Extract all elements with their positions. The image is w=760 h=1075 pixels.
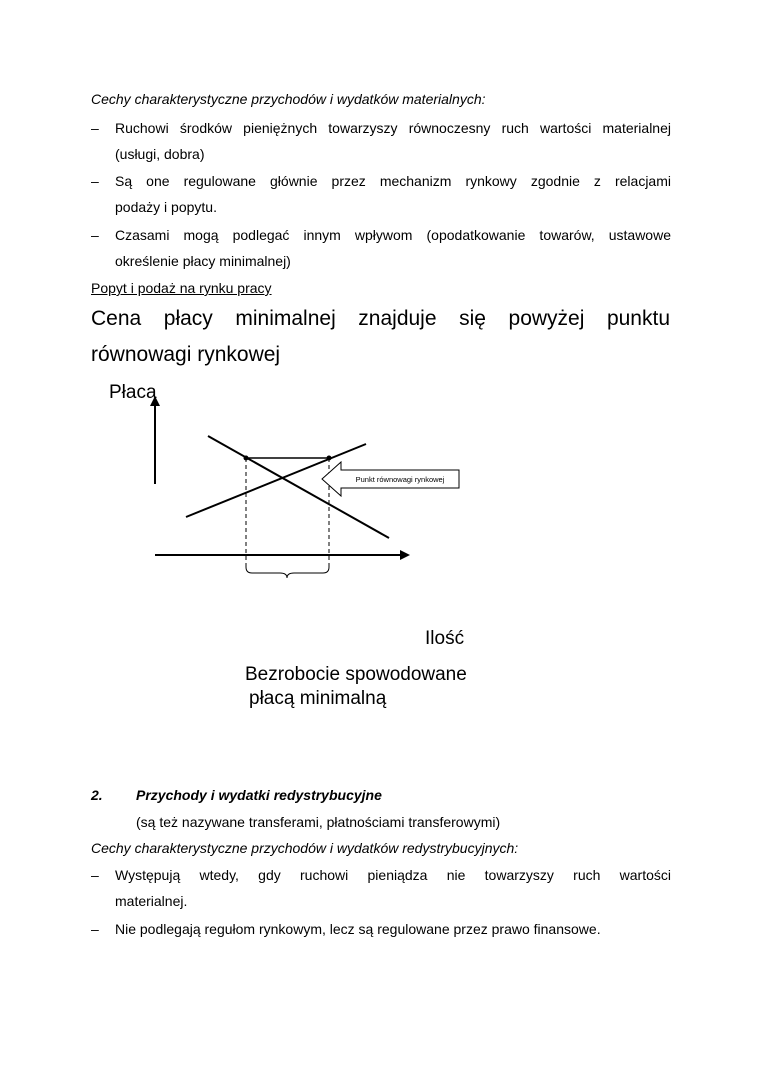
bullet-dash: –	[91, 120, 99, 136]
bullet-line: określenie płacy minimalnej)	[115, 253, 291, 269]
bullet-dash: –	[91, 921, 99, 937]
section2-heading: Cechy charakterystyczne przychodów i wydatków redystrybucyjnych:	[91, 840, 519, 856]
unemployment-label-line2: płacą minimalną	[249, 688, 387, 709]
section1-subheading: Popyt i podaż na rynku pracy	[91, 280, 272, 296]
section1-heading: Cechy charakterystyczne przychodów i wydatków materialnych:	[91, 91, 486, 107]
bullet-dash: –	[91, 173, 99, 189]
section2-number: 2.	[91, 787, 103, 803]
bullet-line: materialnej.	[115, 893, 188, 909]
bullet-line: Ruchowi środków pieniężnych towarzyszy równoczesny ruch wartości materialnej	[115, 120, 671, 136]
y-axis-label: Płaca	[109, 382, 157, 403]
bullet-line: podaży i popytu.	[115, 199, 217, 215]
list-item	[91, 916, 671, 942]
unemployment-label-line1: Bezrobocie spowodowane	[245, 664, 467, 685]
statement-line: Cena płacy minimalnej znajduje się powyżej punktu	[91, 307, 670, 330]
bullet-dash: –	[91, 867, 99, 883]
x-axis-label: Ilość	[425, 628, 465, 649]
section2-title: Przychody i wydatki redystrybucyjne	[136, 787, 382, 803]
bullet-line: Występują wtedy, gdy ruchowi pieniądza nie towarzyszy ruch wartości	[115, 867, 671, 883]
bullet-line: Nie podlegają regułom rynkowym, lecz są regulowane przez prawo finansowe.	[115, 921, 601, 937]
statement-line: równowagi rynkowej	[91, 343, 281, 366]
bullet-line: (usługi, dobra)	[115, 146, 205, 162]
list-item	[91, 862, 671, 914]
bullet-line: Są one regulowane głównie przez mechanizm rynkowy zgodnie z relacjami	[115, 173, 671, 189]
equilibrium-callout-label: Punkt równowagi rynkowej	[355, 475, 445, 484]
bullet-line: Czasami mogą podlegać innym wpływom (opodatkowanie towarów, ustawowe	[115, 227, 671, 243]
bullet-dash: –	[91, 227, 99, 243]
section2-subtitle: (są też nazywane transferami, płatnościami transferowymi)	[136, 814, 501, 830]
unemployment-brace	[246, 567, 329, 578]
